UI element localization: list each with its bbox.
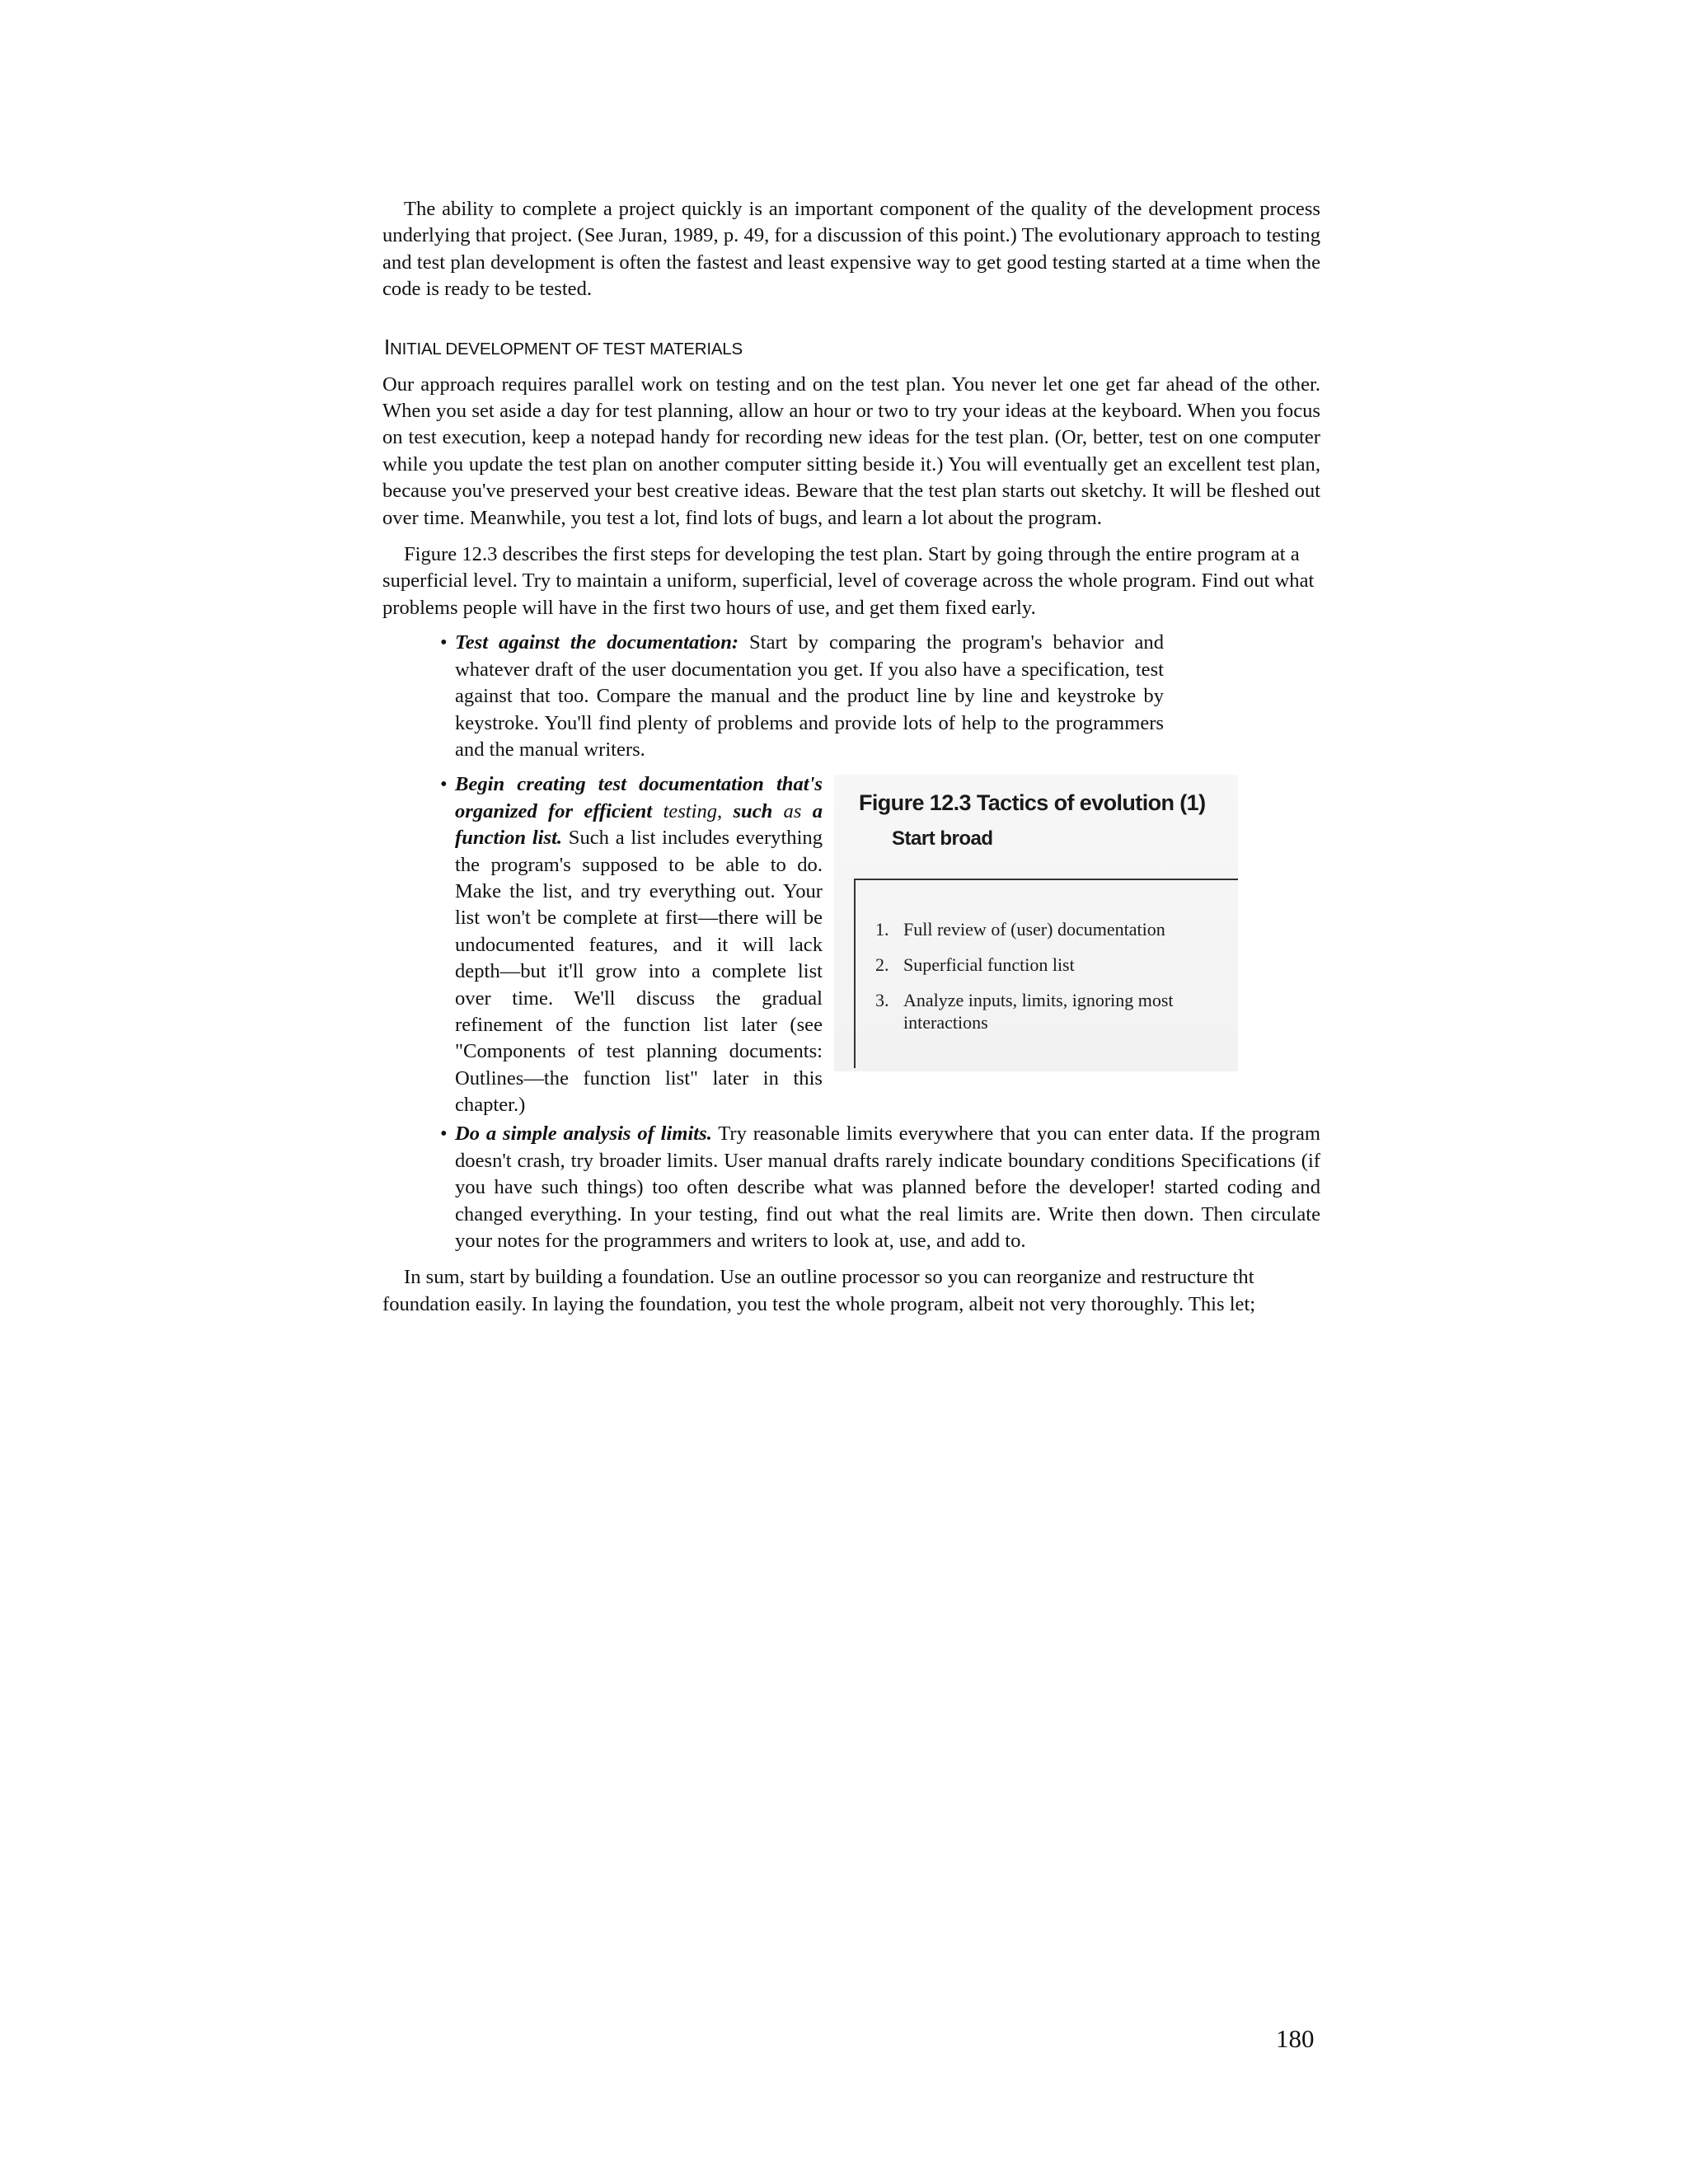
page-number: 180 xyxy=(1276,2024,1315,2053)
figure-rule-horizontal xyxy=(854,879,1238,880)
bullet-limits-body: Try reasonable limits everywhere that you can enter data. If the program doesn't crash, try broader limits. User manual drafts rarely indicate boundary conditions Specifications (if you have such things) too often describe what was planned before the developer! started coding and changed everything. In your testing, find out what the real limits are. Write then down. Then circulate your notes for the programmers and writers to look at, use, and add to. xyxy=(455,1122,1320,1252)
section-heading xyxy=(384,335,1320,362)
bullet-documentation-body: Start by comparing the program's behavior and whatever draft of the user documentation you get. If you also have a specification, test against that too. Compare the manual and the product line by line and keystroke by keystroke. You'll find plenty of problems and provide lots of help to the programmers and the manual writers. xyxy=(455,631,1164,761)
bullet-limits-title: Do a simple analysis of limits. xyxy=(455,1122,712,1146)
paragraph-intro: The ability to complete a project quickly is an important component of the quality of the development process underlying that project. (See Juran, 1989, p. 49, for a discussion of this point.) The evolutionary approach to testing and test plan development is often the fastest and least expensive way to get good testing started at a time when the code is ready to be tested. xyxy=(382,198,1320,301)
bullet-function-list-title-a: Begin creating test documentation that's organized for efficient xyxy=(455,773,823,823)
bullet-limits xyxy=(440,1121,1320,1254)
figure-subtitle: Start broad xyxy=(892,827,993,851)
figure-item-text: Full review of (user) documentation xyxy=(903,919,1165,940)
paragraph-approach: Our approach requires parallel work on testing and on the test plan. You never let one get far ahead of the other. When you set aside a day for test planning, allow an hour or two to try your ideas at the keyboard. When you focus on test execution, keep a notepad handy for recording new ideas for the test plan. (Or, better, test on one computer while you update the test plan on another computer sitting beside it.) You will eventually get an excellent test plan, because you've preserved your best creative ideas. Beware that the test plan starts out sketchy. It will be fleshed out over time. Meanwhile, you test a lot, find lots of bugs, and learn a lot about the program. xyxy=(382,373,1320,529)
paragraph-summary: In sum, start by building a foundation. Use an outline processor so you can reorganize and restructure tht foundation easily. In laying the foundation, you test the whole program, albeit not very thoroughly. This let; xyxy=(382,1266,1256,1315)
document-page xyxy=(382,196,1320,1318)
bullet-function-list-title-c: such xyxy=(733,799,773,823)
bullet-function-list-title-e: a function list. xyxy=(455,799,823,850)
heading-rest: NITIAL DEVELOPMENT OF TEST MATERIALS xyxy=(390,339,743,359)
bullet-function-list-text xyxy=(455,771,823,1118)
bullet-function-list-body: Such a list includes everything the program's supposed to be able to do. Make the list, and try everything out. Your list won't be complete at first—there will be undocumented features, and it will lack depth—but it'll grow into a complete list over time. We'll discuss the gradual refinement of the function list later (see "Components of test planning documents: Outlines—the function list" later in this chapter.) xyxy=(455,827,823,1117)
bullet-marker: • xyxy=(440,1122,448,1146)
bullet-marker: • xyxy=(440,773,448,796)
figure-title: Figure 12.3 Tactics of evolution (1) xyxy=(859,790,1206,816)
figure-rule-vertical xyxy=(854,879,856,1068)
bullet-marker: • xyxy=(440,631,448,654)
bullet-documentation xyxy=(440,630,1164,763)
heading-initial: I xyxy=(384,334,391,359)
figure-list-item xyxy=(875,918,1217,940)
bullet-function-list-row xyxy=(440,771,1320,1117)
figure-item-text: Superficial function list xyxy=(903,954,1075,976)
bullet-list xyxy=(440,630,1320,1254)
bullet-function-list-title-d: as xyxy=(772,799,813,823)
bullet-documentation-title: Test against the documentation: xyxy=(455,631,739,654)
figure-item-number: 2. xyxy=(875,954,889,976)
bullet-function-list-title-b: testing, xyxy=(652,799,734,823)
paragraph-figure-intro: Figure 12.3 describes the first steps for developing the test plan. Start by going through the entire program at a superficial level. Try to maintain a uniform, superficial, level of coverage across the whole program. Find out what problems people will have in the first two hours of use, and get them fixed early. xyxy=(382,543,1315,619)
figure-item-text: Analyze inputs, limits, ignoring most interactions xyxy=(903,990,1174,1033)
figure-list-item xyxy=(875,954,1217,976)
bullet-function-list xyxy=(440,771,823,1118)
figure-12-3 xyxy=(834,775,1238,1071)
figure-item-number: 3. xyxy=(875,990,889,1011)
figure-list-item xyxy=(875,989,1217,1033)
figure-item-number: 1. xyxy=(875,919,889,940)
bullet-documentation-text xyxy=(455,630,1164,763)
figure-list xyxy=(875,918,1217,1047)
bullet-limits-text xyxy=(455,1121,1320,1254)
